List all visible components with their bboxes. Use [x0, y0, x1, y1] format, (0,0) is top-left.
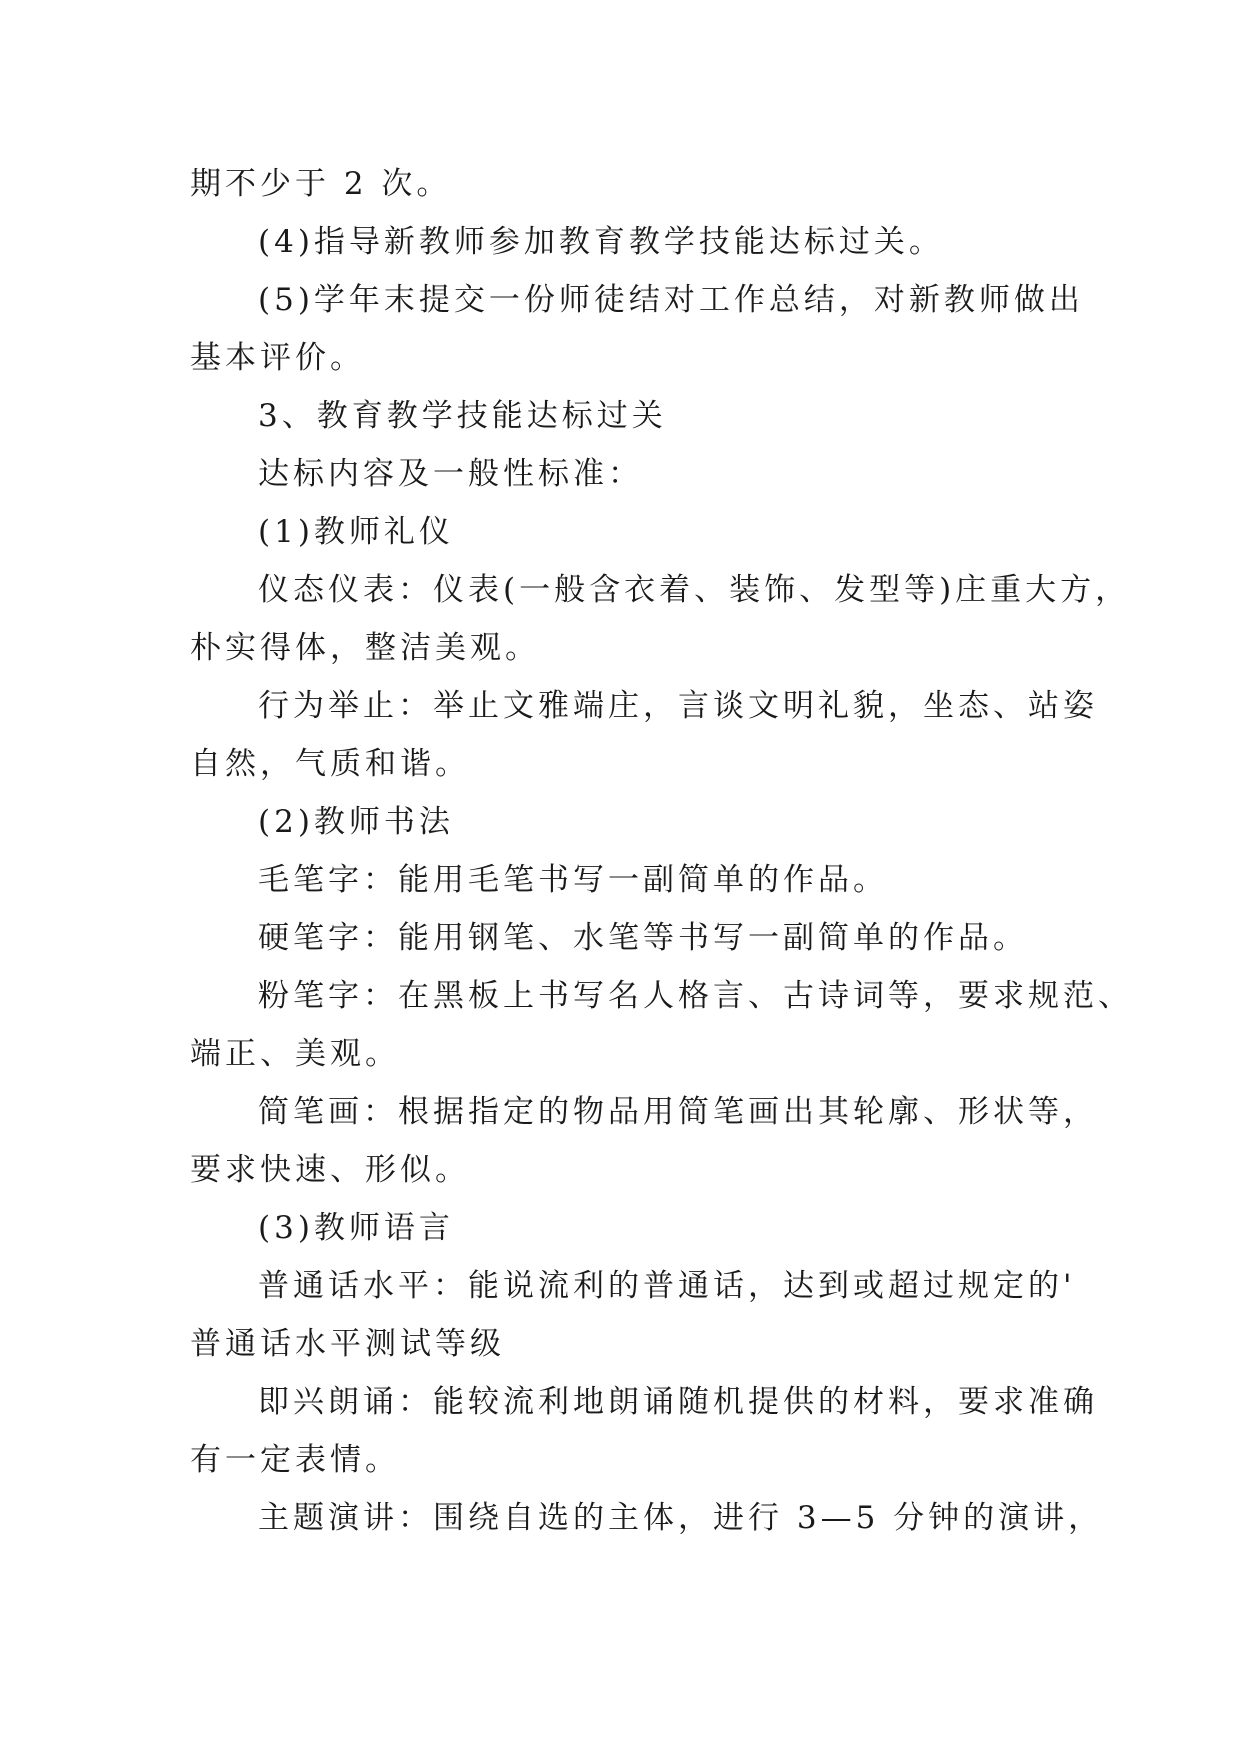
text-line-14: 硬笔字：能用钢笔、水笔等书写一副简单的作品。: [258, 920, 1028, 956]
subsection-heading-1: (1)教师礼仪: [258, 514, 454, 550]
text-line-10: 行为举止：举止文雅端庄，言谈文明礼貌，坐态、站姿: [258, 688, 1098, 724]
text-line-18: 要求快速、形似。: [190, 1152, 470, 1188]
text-line-17: 简笔画：根据指定的物品用简笔画出其轮廓、形状等，: [258, 1094, 1098, 1130]
text-line-6: 达标内容及一般性标准：: [258, 456, 643, 492]
subsection-heading-2: (2)教师书法: [258, 804, 454, 840]
text-line-3: (5)学年末提交一份师徒结对工作总结，对新教师做出: [258, 282, 1084, 318]
text-line-23: 有一定表情。: [190, 1442, 400, 1478]
text-line-21: 普通话水平测试等级: [190, 1326, 505, 1362]
text-line-8: 仪态仪表：仪表(一般含衣着、装饰、发型等)庄重大方，: [258, 572, 1131, 608]
section-heading: 3、教育教学技能达标过关: [258, 398, 667, 434]
text-line-2: (4)指导新教师参加教育教学技能达标过关。: [258, 224, 944, 260]
text-line-4: 基本评价。: [190, 340, 365, 376]
text-line-22: 即兴朗诵：能较流利地朗诵随机提供的材料，要求准确: [258, 1384, 1098, 1420]
text-line-20: 普通话水平：能说流利的普通话，达到或超过规定的': [258, 1268, 1076, 1304]
subsection-heading-3: (3)教师语言: [258, 1210, 454, 1246]
text-line-13: 毛笔字：能用毛笔书写一副简单的作品。: [258, 862, 888, 898]
text-line-9: 朴实得体，整洁美观。: [190, 630, 540, 666]
text-line-11: 自然，气质和谐。: [190, 746, 470, 782]
text-line-15: 粉笔字：在黑板上书写名人格言、古诗词等，要求规范、: [258, 978, 1133, 1014]
document-body: [190, 155, 1133, 1547]
text-line-16: 端正、美观。: [190, 1036, 400, 1072]
text-line-24: 主题演讲：围绕自选的主体，进行 3—5 分钟的演讲，: [258, 1500, 1104, 1536]
text-line-1: 期不少于 2 次。: [190, 166, 452, 202]
